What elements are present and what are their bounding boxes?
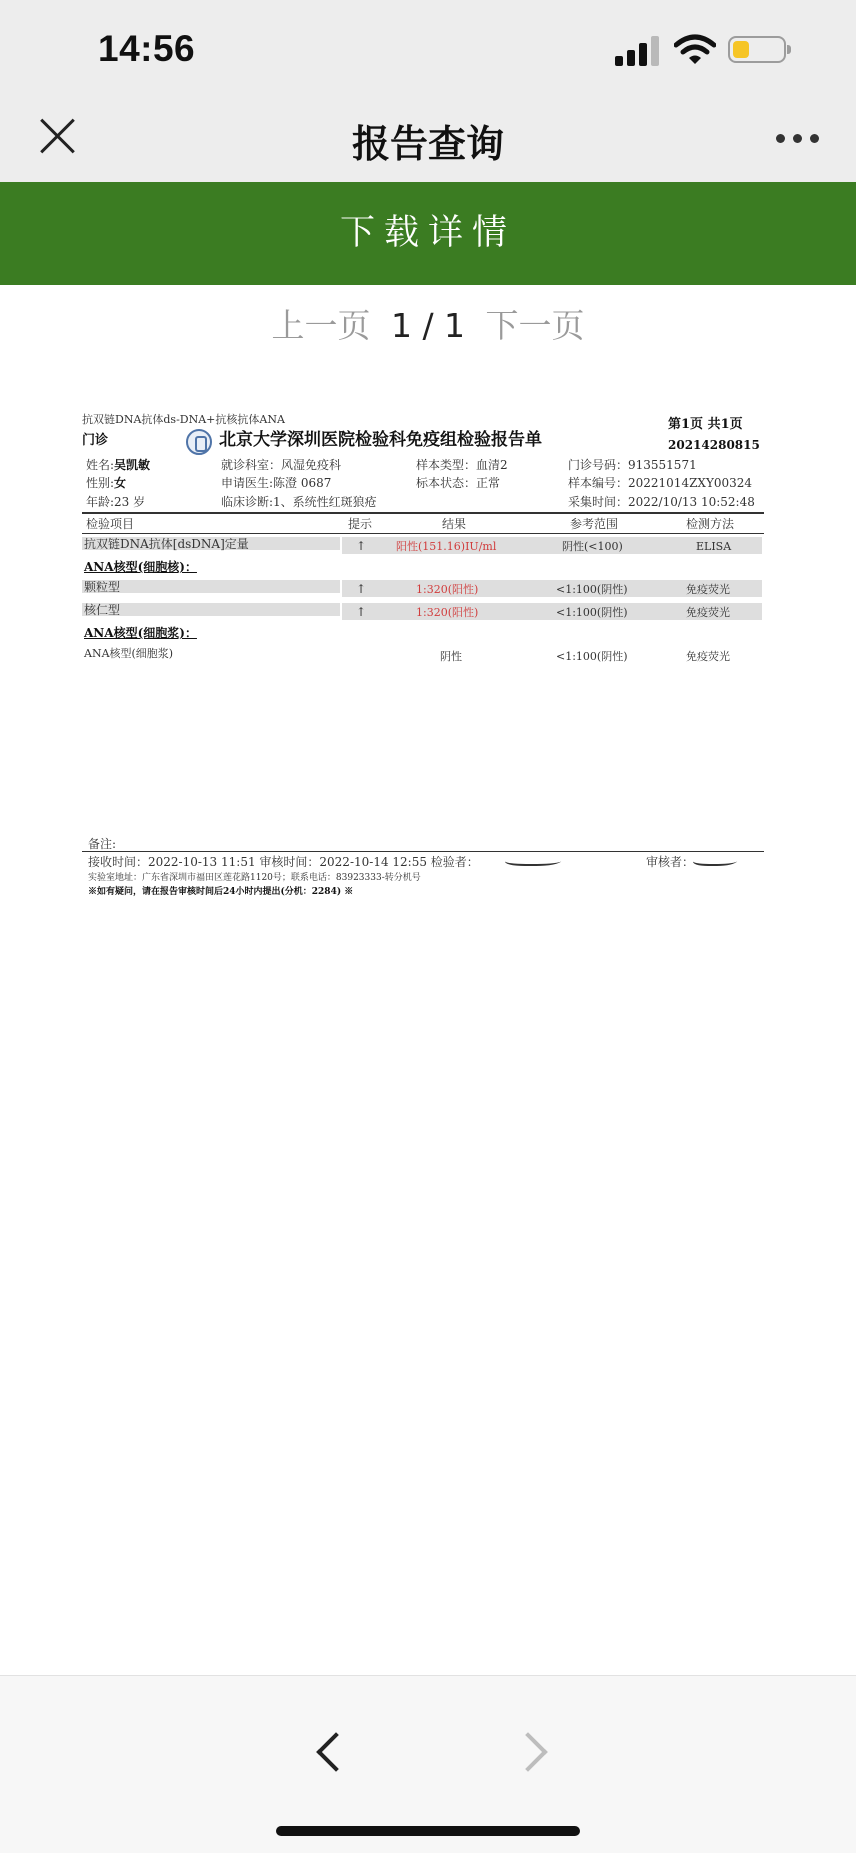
table-row-item: 核仁型 [84,603,121,617]
report-note: ※如有疑问，请在报告审核时间后24小时内提出(分机：2284) ※ [88,887,354,897]
footer-divider [82,851,764,852]
status-time: 14:56 [98,28,196,69]
report-test-name: 抗双链DNA抗体ds-DNA+抗核抗体ANA [82,413,285,426]
page-title: 报告查询 [351,122,504,166]
top-bar [0,0,856,182]
report-dept-type: 门诊 [82,433,109,448]
next-page-link[interactable]: 下一页 [485,306,585,345]
table-row-item: ANA核型(细胞浆) [84,647,174,660]
table-row-range: <1:100(阴性) [556,650,628,663]
header-divider [82,512,764,514]
col-header-hint: 提示 [348,517,373,531]
patient-name-row: 姓名:吴凯敏 [86,458,151,472]
collect-time: 采集时间：2022/10/13 10:52:48 [568,495,755,509]
col-header-item: 检验项目 [86,517,135,531]
sample-number: 样本编号：20221014ZXY00324 [568,476,753,490]
section-ana-nucleus: ANA核型(细胞核)： [84,560,197,574]
wifi-icon [674,34,716,66]
prev-page-link[interactable]: 上一页 [271,306,371,345]
report-number: 20214280815 [668,438,760,452]
table-row-method: ELISA [696,540,732,553]
table-row-method: 免疫荧光 [686,583,730,596]
table-row-method: 免疫荧光 [686,650,730,663]
hospital-logo-icon [186,429,212,455]
table-row-item: 抗双链DNA抗体[dsDNA]定量 [84,537,249,551]
table-row-range: 阴性(<100) [562,540,623,553]
table-row-hint: ↑ [356,539,367,553]
table-row-item: 颗粒型 [84,580,121,594]
table-row-range: <1:100(阴性) [556,583,628,596]
col-header-result: 结果 [442,517,467,531]
table-header-divider [82,533,764,534]
table-row-result: 阴性 [440,650,462,663]
table-row-method: 免疫荧光 [686,606,730,619]
outpatient-number: 门诊号码：913551571 [568,458,697,472]
table-row-result: 1:320(阳性) [416,606,479,619]
col-header-range: 参考范围 [570,517,619,531]
table-row-hint: ↑ [356,582,367,596]
visit-diagnosis: 临床诊断:1、系统性红斑狼疮 [221,495,377,509]
sample-status: 标本状态：正常 [416,476,501,490]
report-document [82,414,764,904]
col-header-method: 检测方法 [686,517,735,531]
reviewer-label: 审核者： [646,855,695,869]
sample-type: 样本类型：血清2 [416,458,508,472]
battery-icon [728,36,786,63]
page-indicator: 1 / 1 [390,306,466,345]
table-row-result: 1:320(阳性) [416,583,479,596]
table-row-hint: ↑ [356,605,367,619]
receive-review-time: 接收时间：2022-10-13 11:51 审核时间：2022-10-14 12:55 检验者： [88,855,479,869]
hospital-title: 北京大学深圳医院检验科免疫组检验报告单 [219,430,542,450]
remark-label: 备注: [88,837,117,851]
patient-age: 年龄:23 岁 [86,495,146,509]
visit-doctor: 申请医生:陈澄 0687 [221,476,332,490]
section-ana-cytoplasm: ANA核型(细胞浆)： [84,626,197,640]
forward-arrow-icon[interactable] [508,1732,548,1772]
page-info: 第1页 共1页 [668,417,743,432]
back-arrow-icon[interactable] [316,1732,356,1772]
table-row-result: 阳性(151.16)IU/ml [396,540,497,553]
visit-dept: 就诊科室：风湿免疫科 [221,458,342,472]
lab-address: 实验室地址：广东省深圳市福田区莲花路1120号；联系电话：83923333-转分机号 [88,873,421,883]
home-indicator[interactable] [276,1826,580,1836]
reviewer-signature [691,854,742,866]
cellular-signal-icon [615,36,661,66]
download-details-button[interactable]: 下载详情 [0,182,856,285]
more-options-icon[interactable] [776,134,820,144]
table-row-range: <1:100(阴性) [556,606,628,619]
pager [0,300,856,347]
examiner-signature [503,854,566,866]
patient-sex-row: 性别:女 [86,476,127,490]
bottom-toolbar [0,1675,856,1853]
